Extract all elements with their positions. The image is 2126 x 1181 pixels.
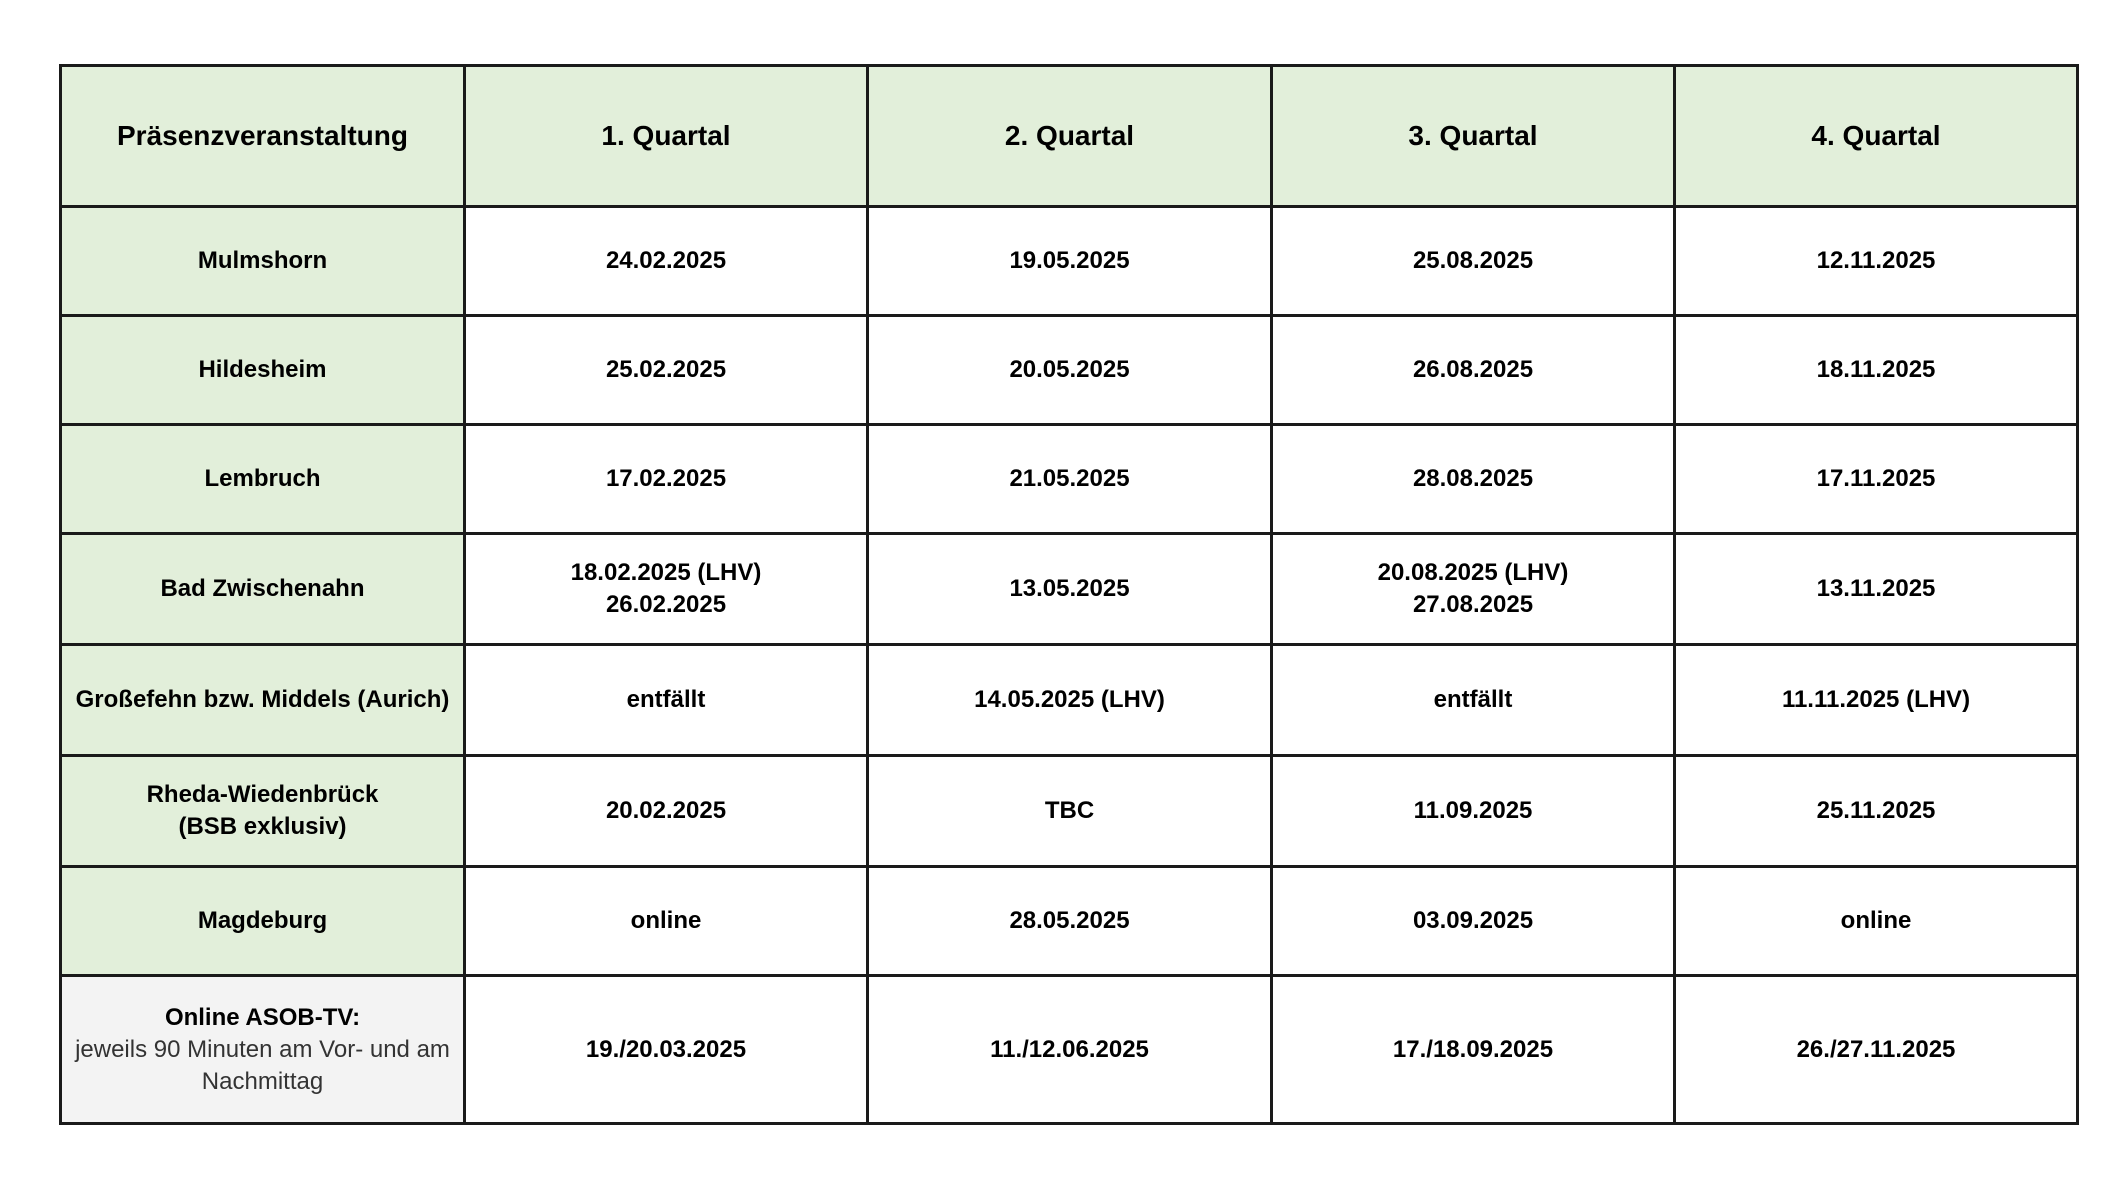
date-text: 19.05.2025 xyxy=(1009,247,1130,274)
date-text: 21.05.2025 xyxy=(1009,465,1130,492)
date-cell-q1 xyxy=(465,534,868,645)
date-cell-q1 xyxy=(465,756,868,867)
location-cell xyxy=(61,534,465,645)
location-cell xyxy=(61,425,465,534)
date-cell-q2 xyxy=(868,756,1272,867)
table-row xyxy=(61,316,2078,425)
date-cell-q4 xyxy=(1675,207,2078,316)
online-format-subtitle: jeweils 90 Minuten am Vor- und am xyxy=(75,1035,450,1063)
location-name: Magdeburg xyxy=(197,907,328,934)
date-text: 28.05.2025 xyxy=(1009,907,1130,934)
date-cell-q1 xyxy=(465,645,868,756)
date-cell-q1 xyxy=(465,425,868,534)
location-name: Rheda-Wiedenbrück xyxy=(146,781,379,808)
header-cell-event: Präsenzveranstaltung xyxy=(61,66,465,207)
date-text: 26.02.2025 xyxy=(605,591,727,618)
date-cell-q1 xyxy=(465,976,868,1124)
table-row xyxy=(61,867,2078,976)
table-row xyxy=(61,756,2078,867)
date-cell-q2 xyxy=(868,867,1272,976)
date-text: 27.08.2025 xyxy=(1412,591,1534,618)
date-cell-q1 xyxy=(465,207,868,316)
date-text: 12.11.2025 xyxy=(1816,247,1936,274)
date-text: 17.02.2025 xyxy=(605,465,727,492)
table-row-online xyxy=(61,976,2078,1124)
date-cell-q2 xyxy=(868,645,1272,756)
date-cell-q3 xyxy=(1272,645,1675,756)
date-text: online xyxy=(1840,907,1912,934)
date-cell-q2 xyxy=(868,316,1272,425)
date-text: 18.02.2025 (LHV) xyxy=(570,559,762,586)
date-cell-q4 xyxy=(1675,756,2078,867)
header-cell-q3: 3. Quartal xyxy=(1272,66,1675,207)
date-text: 24.02.2025 xyxy=(605,247,727,274)
date-text: 11./12.06.2025 xyxy=(990,1035,1149,1063)
date-cell-q2 xyxy=(868,425,1272,534)
location-cell xyxy=(61,645,465,756)
date-text: 11.09.2025 xyxy=(1413,797,1533,824)
date-text: TBC xyxy=(1044,797,1095,824)
date-text: 28.08.2025 xyxy=(1412,465,1534,492)
table-row xyxy=(61,425,2078,534)
online-format-title: Online ASOB-TV: xyxy=(164,1003,361,1031)
table-row xyxy=(61,207,2078,316)
location-note: (BSB exklusiv) xyxy=(178,813,347,840)
date-cell-q1 xyxy=(465,316,868,425)
date-cell-q4 xyxy=(1675,645,2078,756)
date-text: entfällt xyxy=(626,686,706,713)
location-name: Großefehn bzw. Middels (Aurich) xyxy=(75,686,450,713)
location-name: Bad Zwischenahn xyxy=(160,575,365,602)
date-text: 03.09.2025 xyxy=(1412,907,1534,934)
date-text: 25.02.2025 xyxy=(605,356,727,383)
date-text: 25.11.2025 xyxy=(1816,797,1936,824)
date-cell-q4 xyxy=(1675,316,2078,425)
online-format-cell xyxy=(61,976,465,1124)
online-format-subtitle: Nachmittag xyxy=(201,1067,324,1095)
date-cell-q2 xyxy=(868,207,1272,316)
date-text: 13.11.2025 xyxy=(1816,575,1936,602)
date-cell-q4 xyxy=(1675,867,2078,976)
location-name: Lembruch xyxy=(204,465,321,492)
date-cell-q3 xyxy=(1272,976,1675,1124)
table-row xyxy=(61,534,2078,645)
date-text: 19./20.03.2025 xyxy=(585,1035,747,1063)
header-cell-q1: 1. Quartal xyxy=(465,66,868,207)
header-cell-q2: 2. Quartal xyxy=(868,66,1272,207)
date-text: 13.05.2025 xyxy=(1009,575,1130,602)
date-cell-q4 xyxy=(1675,425,2078,534)
date-text: 20.05.2025 xyxy=(1009,356,1130,383)
date-cell-q2 xyxy=(868,976,1272,1124)
date-cell-q4 xyxy=(1675,534,2078,645)
date-text: 26.08.2025 xyxy=(1412,356,1534,383)
table-header-row xyxy=(61,66,2078,207)
date-text: entfällt xyxy=(1433,686,1513,713)
date-cell-q1 xyxy=(465,867,868,976)
location-cell xyxy=(61,756,465,867)
date-text: 14.05.2025 (LHV) xyxy=(974,686,1165,713)
date-cell-q4 xyxy=(1675,976,2078,1124)
location-name: Mulmshorn xyxy=(197,247,328,274)
date-text: 17.11.2025 xyxy=(1816,465,1936,492)
schedule-table xyxy=(59,64,2079,1125)
date-text: 25.08.2025 xyxy=(1412,247,1534,274)
date-text: online xyxy=(630,907,702,934)
date-text: 26./27.11.2025 xyxy=(1796,1035,1956,1063)
date-cell-q3 xyxy=(1272,316,1675,425)
date-cell-q3 xyxy=(1272,534,1675,645)
date-cell-q3 xyxy=(1272,425,1675,534)
date-text: 17./18.09.2025 xyxy=(1392,1035,1554,1063)
location-cell xyxy=(61,316,465,425)
location-cell xyxy=(61,207,465,316)
date-text: 20.08.2025 (LHV) xyxy=(1377,559,1569,586)
date-cell-q2 xyxy=(868,534,1272,645)
date-cell-q3 xyxy=(1272,207,1675,316)
date-text: 18.11.2025 xyxy=(1816,356,1936,383)
date-text: 20.02.2025 xyxy=(605,797,727,824)
date-text: 11.11.2025 (LHV) xyxy=(1781,686,1971,713)
table-row xyxy=(61,645,2078,756)
location-name: Hildesheim xyxy=(198,356,327,383)
location-cell xyxy=(61,867,465,976)
date-cell-q3 xyxy=(1272,756,1675,867)
header-cell-q4: 4. Quartal xyxy=(1675,66,2078,207)
date-cell-q3 xyxy=(1272,867,1675,976)
